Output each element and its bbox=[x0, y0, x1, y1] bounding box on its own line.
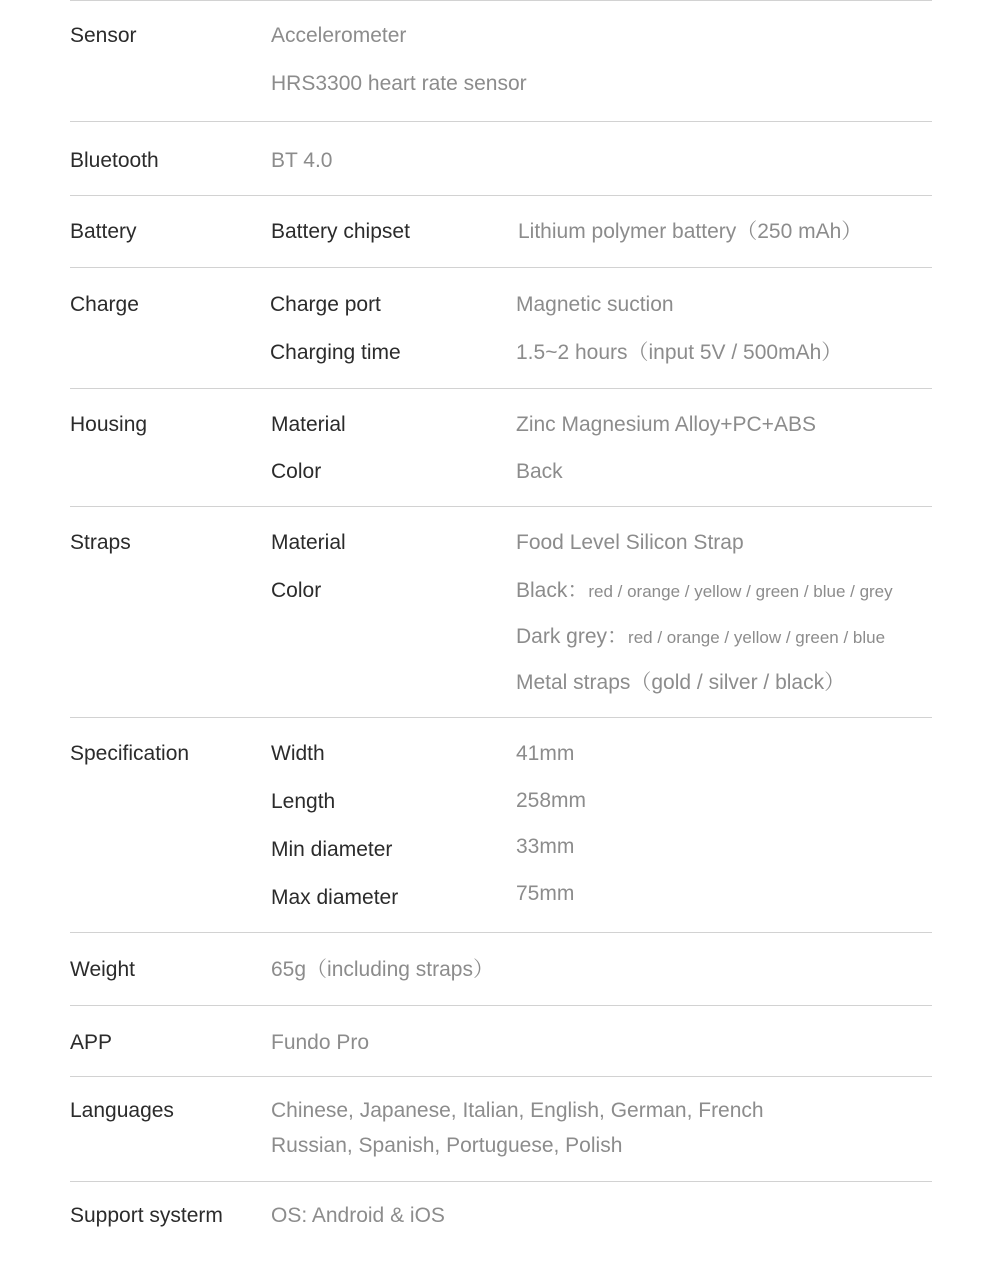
divider bbox=[70, 388, 932, 389]
divider bbox=[70, 717, 932, 718]
row-label-bluetooth: Bluetooth bbox=[70, 149, 159, 172]
sensor-value: HRS3300 heart rate sensor bbox=[271, 72, 527, 95]
charging-time-label: Charging time bbox=[270, 341, 401, 364]
spec-width-label: Width bbox=[271, 742, 325, 765]
straps-color-black-label: Black： bbox=[516, 579, 589, 602]
row-label-straps: Straps bbox=[70, 531, 131, 554]
languages-value: Chinese, Japanese, Italian, English, German, French bbox=[271, 1099, 764, 1122]
straps-color-label: Color bbox=[271, 579, 322, 602]
divider bbox=[70, 1076, 932, 1077]
divider bbox=[70, 195, 932, 196]
straps-color-dark-grey-options: red / orange / yellow / green / blue bbox=[628, 628, 886, 647]
straps-material-value: Food Level Silicon Strap bbox=[516, 531, 744, 554]
row-label-sensor: Sensor bbox=[70, 24, 137, 47]
divider bbox=[70, 1005, 932, 1006]
housing-material-label: Material bbox=[271, 413, 346, 436]
housing-color-value: Back bbox=[516, 460, 563, 483]
divider bbox=[70, 0, 932, 1]
divider bbox=[70, 121, 932, 122]
housing-material-value: Zinc Magnesium Alloy+PC+ABS bbox=[516, 413, 816, 436]
bluetooth-value: BT 4.0 bbox=[271, 149, 333, 172]
charging-time-value: 1.5~2 hours（input 5V / 500mAh） bbox=[516, 341, 843, 364]
spec-length-label: Length bbox=[271, 790, 336, 813]
divider bbox=[70, 1181, 932, 1182]
spec-length-value: 258mm bbox=[516, 789, 587, 812]
row-label-specification: Specification bbox=[70, 742, 190, 765]
row-label-housing: Housing bbox=[70, 413, 148, 436]
sensor-value: Accelerometer bbox=[271, 24, 407, 47]
straps-color-black bbox=[516, 580, 893, 601]
row-label-app: APP bbox=[70, 1031, 113, 1054]
row-label-battery: Battery bbox=[70, 220, 137, 243]
battery-chipset-value: Lithium polymer battery（250 mAh） bbox=[518, 220, 863, 243]
charge-port-value: Magnetic suction bbox=[516, 293, 674, 316]
charge-port-label: Charge port bbox=[270, 293, 381, 316]
row-label-support-system: Support systerm bbox=[70, 1204, 223, 1227]
housing-color-label: Color bbox=[271, 460, 322, 483]
straps-color-black-options: red / orange / yellow / green / blue / grey bbox=[588, 582, 893, 601]
spec-max-diameter-label: Max diameter bbox=[271, 886, 399, 909]
straps-material-label: Material bbox=[271, 531, 346, 554]
app-value: Fundo Pro bbox=[271, 1031, 370, 1054]
row-label-weight: Weight bbox=[70, 958, 135, 981]
divider bbox=[70, 932, 932, 933]
divider bbox=[70, 267, 932, 268]
spec-min-diameter-value: 33mm bbox=[516, 835, 575, 858]
battery-chipset-label: Battery chipset bbox=[271, 220, 410, 243]
spec-max-diameter-value: 75mm bbox=[516, 882, 575, 905]
straps-color-metal: Metal straps（gold / silver / black） bbox=[516, 671, 846, 694]
row-label-languages: Languages bbox=[70, 1099, 174, 1122]
row-label-charge: Charge bbox=[70, 293, 139, 316]
divider bbox=[70, 506, 932, 507]
spec-min-diameter-label: Min diameter bbox=[271, 838, 393, 861]
straps-color-dark-grey-label: Dark grey： bbox=[516, 625, 629, 648]
spec-width-value: 41mm bbox=[516, 742, 575, 765]
straps-color-dark-grey bbox=[516, 626, 885, 647]
weight-value: 65g（including straps） bbox=[271, 958, 494, 981]
support-system-value: OS: Android & iOS bbox=[271, 1204, 445, 1227]
languages-value: Russian, Spanish, Portuguese, Polish bbox=[271, 1134, 623, 1157]
